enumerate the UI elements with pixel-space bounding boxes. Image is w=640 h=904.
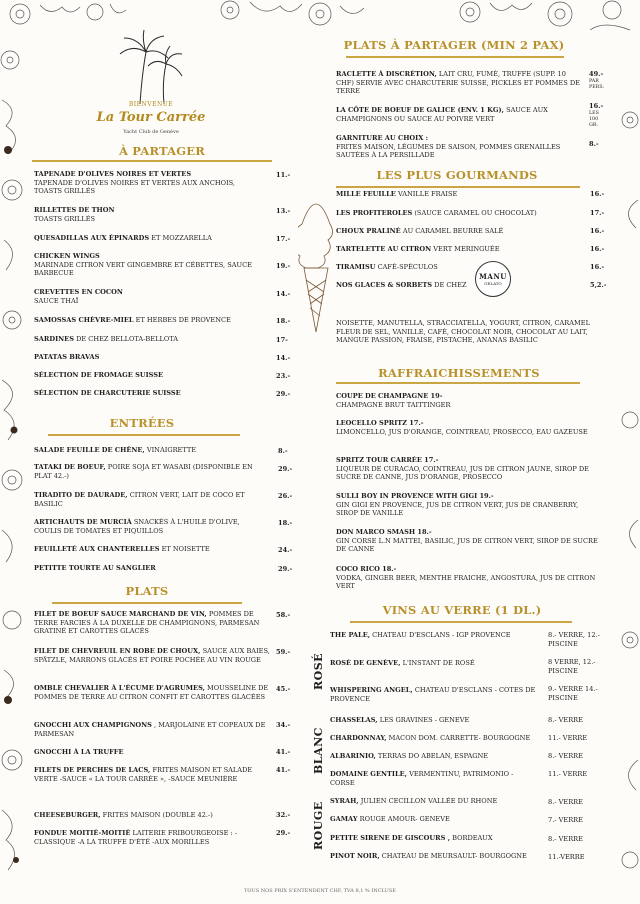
wine-whispering-angel: WHISPERING ANGEL, CHATEAU D'ESCLANS - COTES DE PROVENCE bbox=[330, 686, 536, 703]
wine-syrah: SYRAH, JULIEN CECILLON VALLÉE DU RHONE bbox=[330, 797, 498, 805]
menu-item-fromage: SÉLECTION DE FROMAGE SUISSE bbox=[34, 371, 164, 379]
menu-item-perches: FILETS DE PERCHES DE LACS, FRITES MAISON ET SALADE VERTE -SAUCE « LA TOUR CARRÉE », -SAUCE MEUNIÈRE bbox=[34, 766, 253, 783]
section-rule bbox=[32, 160, 272, 162]
menu-item-glaces: NOS GLACES & SORBETS DE CHEZ bbox=[336, 281, 467, 289]
price-fondue: 29.- bbox=[276, 829, 291, 837]
menu-item-raclette: RACLETTE À DISCRÉTION, LAIT CRU, FUMÉ, TRUFFE (SUPP. 10 CHF) SERVIE AVEC CHARCUTERIE SUISSE, PICKLES ET POMMES DE TERRE bbox=[336, 70, 580, 96]
price-the-pale: 8.- VERRE, 12.- PISCINE bbox=[548, 631, 600, 648]
price-glaces: 5,2.- bbox=[590, 281, 607, 289]
price-chevreuil: 59.- bbox=[276, 648, 291, 656]
price-quesadillas: 17.- bbox=[276, 235, 291, 243]
wine-category-rose: ROSÉ bbox=[312, 652, 325, 690]
manu-logo-text: MANU bbox=[479, 272, 507, 281]
wine-pinot-noir: PINOT NOIR, CHATEAU DE MEURSAULT- BOURGOGNE bbox=[330, 852, 527, 860]
price-chicken-wings: 19.- bbox=[276, 262, 291, 270]
menu-item-patatas: PATATAS BRAVAS bbox=[34, 353, 100, 361]
restaurant-logo bbox=[96, 28, 206, 146]
restaurant-name: La Tour Carrée bbox=[96, 110, 206, 125]
drink-don-marco: DON MARCO SMASH 18.- GIN CORSE L.N MATTEI, BASILIC, JUS DE CITRON VERT, SIROP DE SUCRE DE CANNE bbox=[336, 528, 598, 554]
menu-item-charcuterie: SÉLECTION DE CHARCUTERIE SUISSE bbox=[34, 389, 181, 397]
manu-logo-sub: GELATO bbox=[484, 281, 502, 286]
menu-item-tiradito: TIRADITO DE DAURADE, CITRON VERT, LAIT DE COCO ET BASILIC bbox=[34, 491, 245, 508]
price-tataki: 29.- bbox=[278, 465, 293, 473]
menu-item-tiramisu: TIRAMISU CAFÉ-SPÉCULOS bbox=[336, 263, 438, 271]
price-artichauts: 18.- bbox=[278, 519, 293, 527]
menu-item-chicken-wings: CHICKEN WINGS MARINADE CITRON VERT GINGEMBRE ET CÉBETTES, SAUCE BARBECUE bbox=[34, 252, 252, 278]
price-filet-boeuf: 58.- bbox=[276, 611, 291, 619]
menu-item-gnocchi-truffe: GNOCCHI À LA TRUFFE bbox=[34, 748, 124, 756]
price-tiradito: 26.- bbox=[278, 492, 293, 500]
footer-vat-note: TOUS NOS PRIX S'ENTENDENT CHF, TVA 8,1 % INCLUSE bbox=[244, 888, 396, 894]
menu-item-fondue: FONDUE MOITIÉ-MOITIÉ LAITERIE FRIBOURGEOISE : -CLASSIQUE -A LA TRUFFE D'ÉTÉ -AUX MORILLES bbox=[34, 829, 238, 846]
menu-item-samossas: SAMOSSAS CHÈVRE-MIEL ET HERBES DE PROVENCE bbox=[34, 316, 231, 324]
price-chardonnay: 11.- VERRE bbox=[548, 734, 588, 742]
price-charcuterie: 29.- bbox=[276, 390, 291, 398]
price-crevettes: 14.- bbox=[276, 290, 291, 298]
menu-item-cote-boeuf: LA CÔTE DE BOEUF DE GALICE (ENV. 1 KG), SAUCE AUX CHAMPIGNONS OU SAUCE AU POIVRE VERT bbox=[336, 106, 548, 123]
price-sardines: 17- bbox=[276, 336, 288, 344]
glaces-flavors: NOISETTE, MANUTELLA, STRACCIATELLA, YOGURT, CITRON, CARAMEL FLEUR DE SEL, VANILLE, CAFÉ, CHOCOLAT NOIR, CHOCOLAT AU LAIT, MANGUE PASSION, FRAISE, PISTACHE, ANANAS BASILIC bbox=[336, 319, 590, 345]
price-note-raclette: PAR PERS. bbox=[589, 79, 604, 90]
manu-gelato-logo bbox=[475, 261, 511, 297]
menu-item-feuillete: FEUILLETÉ AUX CHANTERELLES ET NOISETTE bbox=[34, 545, 210, 553]
section-title-gourmands: LES PLUS GOURMANDS bbox=[376, 168, 538, 182]
section-title-entrees: ENTRÉES bbox=[109, 416, 175, 430]
price-pinot-noir: 11.-VERRE bbox=[548, 853, 585, 861]
price-patatas: 14.- bbox=[276, 354, 291, 362]
section-rule bbox=[346, 56, 564, 58]
menu-item-cheeseburger: CHEESEBURGER, FRITES MAISON (DOUBLE 42.-) bbox=[34, 811, 213, 819]
menu-item-omble: OMBLE CHEVALIER À L'ÉCUME D'AGRUMES, MOUSSELINE DE POMMES DE TERRE AU CITRON CONFIT ET CAROTTES GLACÉES bbox=[34, 684, 269, 701]
price-samossas: 18.- bbox=[276, 317, 291, 325]
section-title-a-partager: À PARTAGER bbox=[118, 144, 205, 158]
section-rule bbox=[48, 434, 240, 436]
menu-item-gnocchi-champignons: GNOCCHI AUX CHAMPIGNONS , MARJOLAINE ET COPEAUX DE PARMESAN bbox=[34, 721, 266, 738]
price-salade: 8.- bbox=[278, 447, 288, 455]
price-note-cote-boeuf: LES 100 GR. bbox=[589, 111, 599, 128]
wine-category-blanc: BLANC bbox=[312, 727, 325, 774]
price-whispering-angel: 9.- VERRE 14.- PISCINE bbox=[548, 685, 598, 702]
wine-rose-geneve: ROSÉ DE GENÈVE, L'INSTANT DE ROSÉ bbox=[330, 659, 475, 667]
price-omble: 45.- bbox=[276, 685, 291, 693]
price-rillettes: 13.- bbox=[276, 207, 291, 215]
price-raclette: 49.- bbox=[589, 70, 604, 78]
menu-item-mille-feuille: MILLE FEUILLE VANILLE FRAISE bbox=[336, 190, 458, 198]
wine-chasselas: CHASSELAS, LES GRAVINES - GENEVE bbox=[330, 716, 470, 724]
menu-item-filet-boeuf: FILET DE BOEUF SAUCE MARCHAND DE VIN, POMMES DE TERRE FARCIES À LA DUXELLE DE CHAMPIGNONS, PARMESAN GRATINÉ ET CAROTTES GLACÉS bbox=[34, 610, 260, 636]
drink-coco-rico: COCO RICO 18.- VODKA, GINGER BEER, MENTHE FRAICHE, ANGOSTURA, JUS DE CITRON VERT bbox=[336, 565, 596, 591]
price-tiramisu: 16.- bbox=[590, 263, 605, 271]
price-tourte: 29.- bbox=[278, 565, 293, 573]
price-feuillete: 24.- bbox=[278, 546, 293, 554]
menu-item-profiteroles: LES PROFITEROLES (SAUCE CARAMEL OU CHOCOLAT) bbox=[336, 209, 537, 217]
price-rose-geneve: 8 VERRE, 12.- PISCINE bbox=[548, 658, 596, 675]
wine-category-rouge: ROUGE bbox=[312, 801, 325, 850]
price-tartelette: 16.- bbox=[590, 245, 605, 253]
drink-spritz: SPRITZ TOUR CARRÉE 17.- LIQUEUR DE CURACAO, COINTREAU, JUS DE CITRON JAUNE, SIROP DE SUCRE DE CANNE, JUS D'ORANGE, PROSECCO bbox=[336, 456, 589, 482]
section-title-vins: VINS AU VERRE (1 DL.) bbox=[382, 603, 542, 617]
price-mille-feuille: 16.- bbox=[590, 190, 605, 198]
section-title-plats: PLATS bbox=[125, 584, 169, 598]
price-perches: 41.- bbox=[276, 766, 291, 774]
wine-gamay: GAMAY ROUGE AMOUR- GENEVE bbox=[330, 815, 450, 823]
price-choux: 16.- bbox=[590, 227, 605, 235]
price-chasselas: 8.- VERRE bbox=[548, 716, 583, 724]
floral-left-border-icon bbox=[0, 0, 30, 904]
price-gnocchi-champignons: 34.- bbox=[276, 721, 291, 729]
welcome-text: BIENVENUE bbox=[128, 101, 174, 108]
drink-champagne: COUPE DE CHAMPAGNE 19- CHAMPAGNE BRUT TAITTINGER bbox=[336, 392, 451, 409]
price-garniture: 8.- bbox=[589, 140, 599, 148]
restaurant-subtitle: Yacht Club de Genève bbox=[123, 129, 179, 135]
menu-item-tataki: TATAKI DE BOEUF, POIRE SOJA ET WASABI (DISPONIBLE EN PLAT 42.-) bbox=[34, 463, 253, 480]
palm-trees-icon bbox=[114, 28, 190, 104]
section-rule bbox=[336, 186, 580, 188]
price-fromage: 23.- bbox=[276, 372, 291, 380]
menu-item-tourte: PETITTE TOURTE AU SANGLIER bbox=[34, 564, 156, 572]
menu-item-salade: SALADE FEUILLE DE CHÊNE, VINAIGRETTE bbox=[34, 446, 197, 454]
menu-item-tartelette: TARTELETTE AU CITRON VERT MERINGUÉE bbox=[336, 245, 500, 253]
menu-item-crevettes: CREVETTES EN COCON SAUCE THAÏ bbox=[34, 288, 123, 305]
price-profiteroles: 17.- bbox=[590, 209, 605, 217]
drink-sulli-boy: SULLI BOY IN PROVENCE WITH GIGI 19.- GIN GIGI EN PROVENCE, JUS DE CITRON VERT, JUS DE CRANBERRY, SIROP DE VANILLE bbox=[336, 492, 579, 518]
ice-cream-cone-icon bbox=[298, 184, 334, 334]
menu-item-garniture: GARNITURE AU CHOIX : FRITES MAISON, LÉGUMES DE SAISON, POMMES GRENAILLES SAUTÉES À LA PERSILLADE bbox=[336, 134, 561, 160]
price-gnocchi-truffe: 41.- bbox=[276, 748, 291, 756]
menu-item-rillettes: RILLETTES DE THON TOASTS GRILLÉS bbox=[34, 206, 115, 223]
section-rule bbox=[350, 621, 572, 623]
price-gamay: 7.- VERRE bbox=[548, 816, 583, 824]
wine-domaine-gentile: DOMAINE GENTILE, VERMENTINU, PATRIMONIO - CORSE bbox=[330, 770, 514, 787]
price-domaine-gentile: 11.- VERRE bbox=[548, 770, 588, 778]
menu-item-choux: CHOUX PRALINÉ AU CARAMEL BEURRE SALÉ bbox=[336, 227, 504, 235]
floral-right-border-icon bbox=[618, 0, 640, 904]
section-rule bbox=[52, 602, 242, 604]
menu-item-quesadillas: QUESADILLAS AUX ÉPINARDS ET MOZZARELLA bbox=[34, 234, 212, 242]
wine-petite-sirene: PETITE SIRENE DE GISCOURS , BORDEAUX bbox=[330, 834, 493, 842]
price-cheeseburger: 32.- bbox=[276, 811, 291, 819]
price-albarinio: 8.- VERRE bbox=[548, 752, 583, 760]
price-syrah: 8.- VERRE bbox=[548, 798, 583, 806]
price-petite-sirene: 8.- VERRE bbox=[548, 835, 583, 843]
price-tapenade: 11.- bbox=[276, 171, 291, 179]
wine-the-pale: THE PALE, CHATEAU D'ESCLANS - IGP PROVENCE bbox=[330, 631, 511, 639]
menu-item-tapenade: TAPENADE D'OLIVES NOIRES ET VERTES TAPENADE D'OLIVES NOIRES ET VERTES AUX ANCHOIS, TOASTS GRILLÉS bbox=[34, 170, 236, 196]
section-title-raffraichissements: RAFFRAICHISSEMENTS bbox=[378, 366, 540, 380]
drink-leocello: LEOCELLO SPRITZ 17.- LIMONCELLO, JUS D'ORANGE, COINTREAU, PROSECCO, EAU GAZEUSE bbox=[336, 419, 588, 436]
wine-chardonnay: CHARDONNAY, MACON DOM. CARRETTE- BOURGOGNE bbox=[330, 734, 531, 742]
menu-item-sardines: SARDINES DE CHEZ BELLOTA-BELLOTA bbox=[34, 335, 179, 343]
section-rule bbox=[336, 382, 580, 384]
price-cote-boeuf: 16.- bbox=[589, 102, 604, 110]
menu-item-chevreuil: FILET DE CHEVREUIL EN ROBE DE CHOUX, SAUCE AUX BAIES, SPÄTZLE, MARRONS GLACÉS ET POIRE POCHÉE AU VIN ROUGE bbox=[34, 647, 270, 664]
menu-item-artichauts: ARTICHAUTS DE MURCIÀ SNACKÉS À L'HUILE D'OLIVE, COULIS DE TOMATES ET PIQUILLOS bbox=[34, 518, 240, 535]
section-title-plats-a-partager: PLATS À PARTAGER (MIN 2 PAX) bbox=[343, 38, 565, 52]
wine-albarinio: ALBARINIO, TERRAS DO ABELAN, ESPAGNE bbox=[330, 752, 489, 760]
